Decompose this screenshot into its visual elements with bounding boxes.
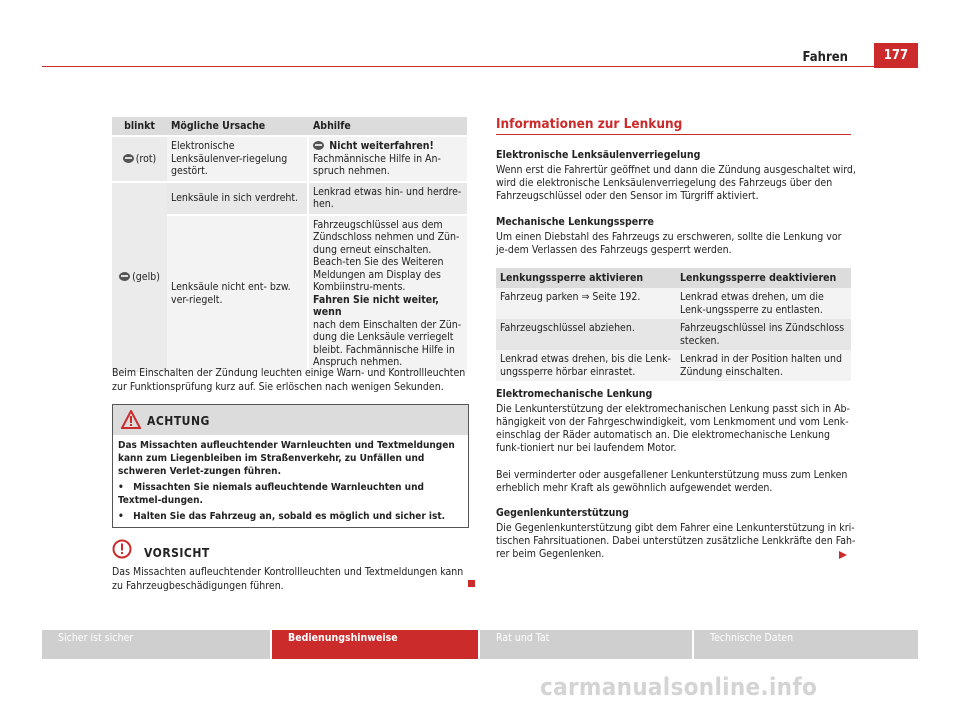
remedy-text: Fahrzeugschlüssel aus dem Zündschloss nehmen und Zün-dung erneut einschalten. Beach-ten Sie des Weiteren Meldungen am Display des Kombiinstru-ments. (313, 218, 460, 293)
warning-lights-table (112, 117, 467, 374)
table-cell: Fahrzeug parken ⇒ Seite 192. (496, 288, 676, 319)
table-header-row (496, 268, 851, 288)
table-cell-remedy: Lenkrad etwas hin- und herdre-hen. (309, 183, 467, 216)
section-heading-rule (496, 134, 851, 135)
subheading: Elektronische Lenksäulenverriegelung (496, 149, 701, 161)
steering-lock-icon (119, 272, 130, 281)
steering-lock-table (496, 268, 851, 381)
light-yellow-label: (gelb) (132, 270, 160, 283)
steering-lock-icon (313, 141, 324, 150)
remedy-text: Fachmännische Hilfe in An-spruch nehmen. (313, 152, 441, 177)
table-cell-light (112, 183, 167, 374)
footer-tab-rat-und-tat[interactable]: Rat und Tat (480, 630, 692, 659)
col-header-blinkt: blinkt (112, 117, 167, 137)
caution-exclamation-icon (112, 539, 132, 559)
achtung-body (118, 439, 463, 526)
subheading: Elektromechanische Lenkung (496, 388, 653, 400)
table-header-row (112, 117, 467, 137)
section-lenkungssperre (496, 216, 856, 257)
page-header-title: Fahren (802, 50, 848, 65)
section-lenksaeulenverriegelung (496, 149, 856, 203)
col-header-ursache: Mögliche Ursache (167, 117, 309, 137)
body-text: Wenn erst die Fahrertür geöffnet und dann die Zündung ausgeschaltet wird, wird die elektronische Lenksäulenverriegelung des Fahrzeugs über den Fahrzeugschlüssel oder den Sensor im Türgriff aktiviert. (496, 164, 856, 202)
table-cell-light (112, 137, 167, 183)
remedy-tail: nach dem Einschalten der Zün-dung die Lenksäule verriegelt bleibt. Fachmännische Hilfe in Anspruch nehmen. (313, 318, 462, 368)
footer-tab-bedienungshinweise[interactable]: Bedienungshinweise (272, 630, 478, 659)
table-cell-remedy (309, 137, 467, 183)
table-cell-cause: Elektronische Lenksäulenver-riegelung gestört. (167, 137, 309, 183)
body-text-lenkunterstuetzung: Bei verminderter oder ausgefallener Lenkunterstützung muss zum Lenken erheblich mehr Kraft als gewöhnlich aufgewendet werden. (496, 469, 848, 494)
achtung-text: Das Missachten aufleuchtender Warnleuchten und Textmeldungen kann zum Liegenbleiben im Straßenverkehr, zu Unfällen und schweren Verlet-zungen führen. (118, 440, 455, 477)
subheading: Gegenlenkunterstützung (496, 507, 629, 519)
remedy-bold: Fahren Sie nicht weiter, wenn (313, 293, 439, 318)
achtung-bullet: • Missachten Sie niemals aufleuchtende Warnleuchten und Textmel-dungen. (118, 482, 424, 506)
section-elektromechanisch (496, 388, 856, 455)
col-header-deaktivieren: Lenkungssperre deaktivieren (676, 268, 851, 288)
body-text: Die Gegenlenkunterstützung gibt dem Fahrer eine Lenkunterstützung in kri-tischen Fahrsituationen. Dabei unterstützen zusätzliche Lenkkräfte den Fah-rer beim Gegenlenken. (496, 522, 856, 560)
table-cell-cause: Lenksäule nicht ent- bzw. ver-riegelt. (167, 216, 309, 374)
remedy-bold: Nicht weiterfahren! (329, 140, 434, 152)
section-end-marker (468, 580, 475, 587)
table-cell: Lenkrad in der Position halten und Zündung einschalten. (676, 350, 851, 381)
achtung-header (113, 405, 468, 435)
vorsicht-title: VORSICHT (144, 546, 210, 560)
table-cell-remedy (309, 216, 467, 374)
warning-triangle-icon (121, 410, 141, 429)
header-rule (42, 66, 918, 67)
steering-lock-icon (123, 154, 134, 163)
section-heading: Informationen zur Lenkung (496, 116, 683, 132)
vorsicht-text: Das Missachten aufleuchtender Kontrollleuchten und Textmeldungen kann zu Fahrzeugbeschädigungen führen. (112, 566, 464, 592)
table-row (496, 350, 851, 381)
body-text: Um einen Diebstahl des Fahrzeugs zu erschweren, sollte die Lenkung vor je-dem Verlassen des Fahrzeugs gesperrt werden. (496, 231, 842, 256)
light-red-label: (rot) (135, 152, 157, 165)
continue-arrow-icon (838, 550, 848, 560)
intro-paragraph: Beim Einschalten der Zündung leuchten einige Warn- und Kontrollleuchten zur Funktionsprüfung kurz auf. Sie erlöschen nach wenigen Sekunden. (112, 367, 466, 393)
col-header-abhilfe: Abhilfe (309, 117, 467, 137)
table-cell: Lenkrad etwas drehen, bis die Lenk-ungssperre hörbar einrastet. (496, 350, 676, 381)
page-number: 177 (874, 43, 918, 68)
section-gegenlenk (496, 507, 856, 561)
table-cell: Fahrzeugschlüssel ins Zündschloss stecken. (676, 319, 851, 350)
footer-tab-technische-daten[interactable]: Technische Daten (694, 630, 918, 659)
table-row (112, 137, 467, 183)
achtung-title: ACHTUNG (147, 414, 210, 428)
subheading: Mechanische Lenkungssperre (496, 216, 654, 228)
achtung-bullet: • Halten Sie das Fahrzeug an, sobald es möglich und sicher ist. (118, 511, 446, 522)
table-row (496, 319, 851, 350)
table-row (112, 183, 467, 216)
achtung-box (112, 404, 469, 528)
watermark: carmanualsonline.info (540, 673, 818, 701)
table-cell: Lenkrad etwas drehen, um die Lenk-ungssperre zu entlasten. (676, 288, 851, 319)
table-cell: Fahrzeugschlüssel abziehen. (496, 319, 676, 350)
table-row (496, 288, 851, 319)
col-header-aktivieren: Lenkungssperre aktivieren (496, 268, 676, 288)
body-text: Die Lenkunterstützung der elektromechanischen Lenkung passt sich in Ab-hängigkeit von der Fahrgeschwindigkeit, vom Lenkmoment und vom Lenk-einschlag der Räder automatisch an. Die elektromechanische Lenkung funk-tioniert nur bei laufendem Motor. (496, 403, 850, 454)
footer-tab-sicher[interactable]: Sicher ist sicher (42, 630, 270, 659)
table-cell-cause: Lenksäule in sich verdreht. (167, 183, 309, 216)
